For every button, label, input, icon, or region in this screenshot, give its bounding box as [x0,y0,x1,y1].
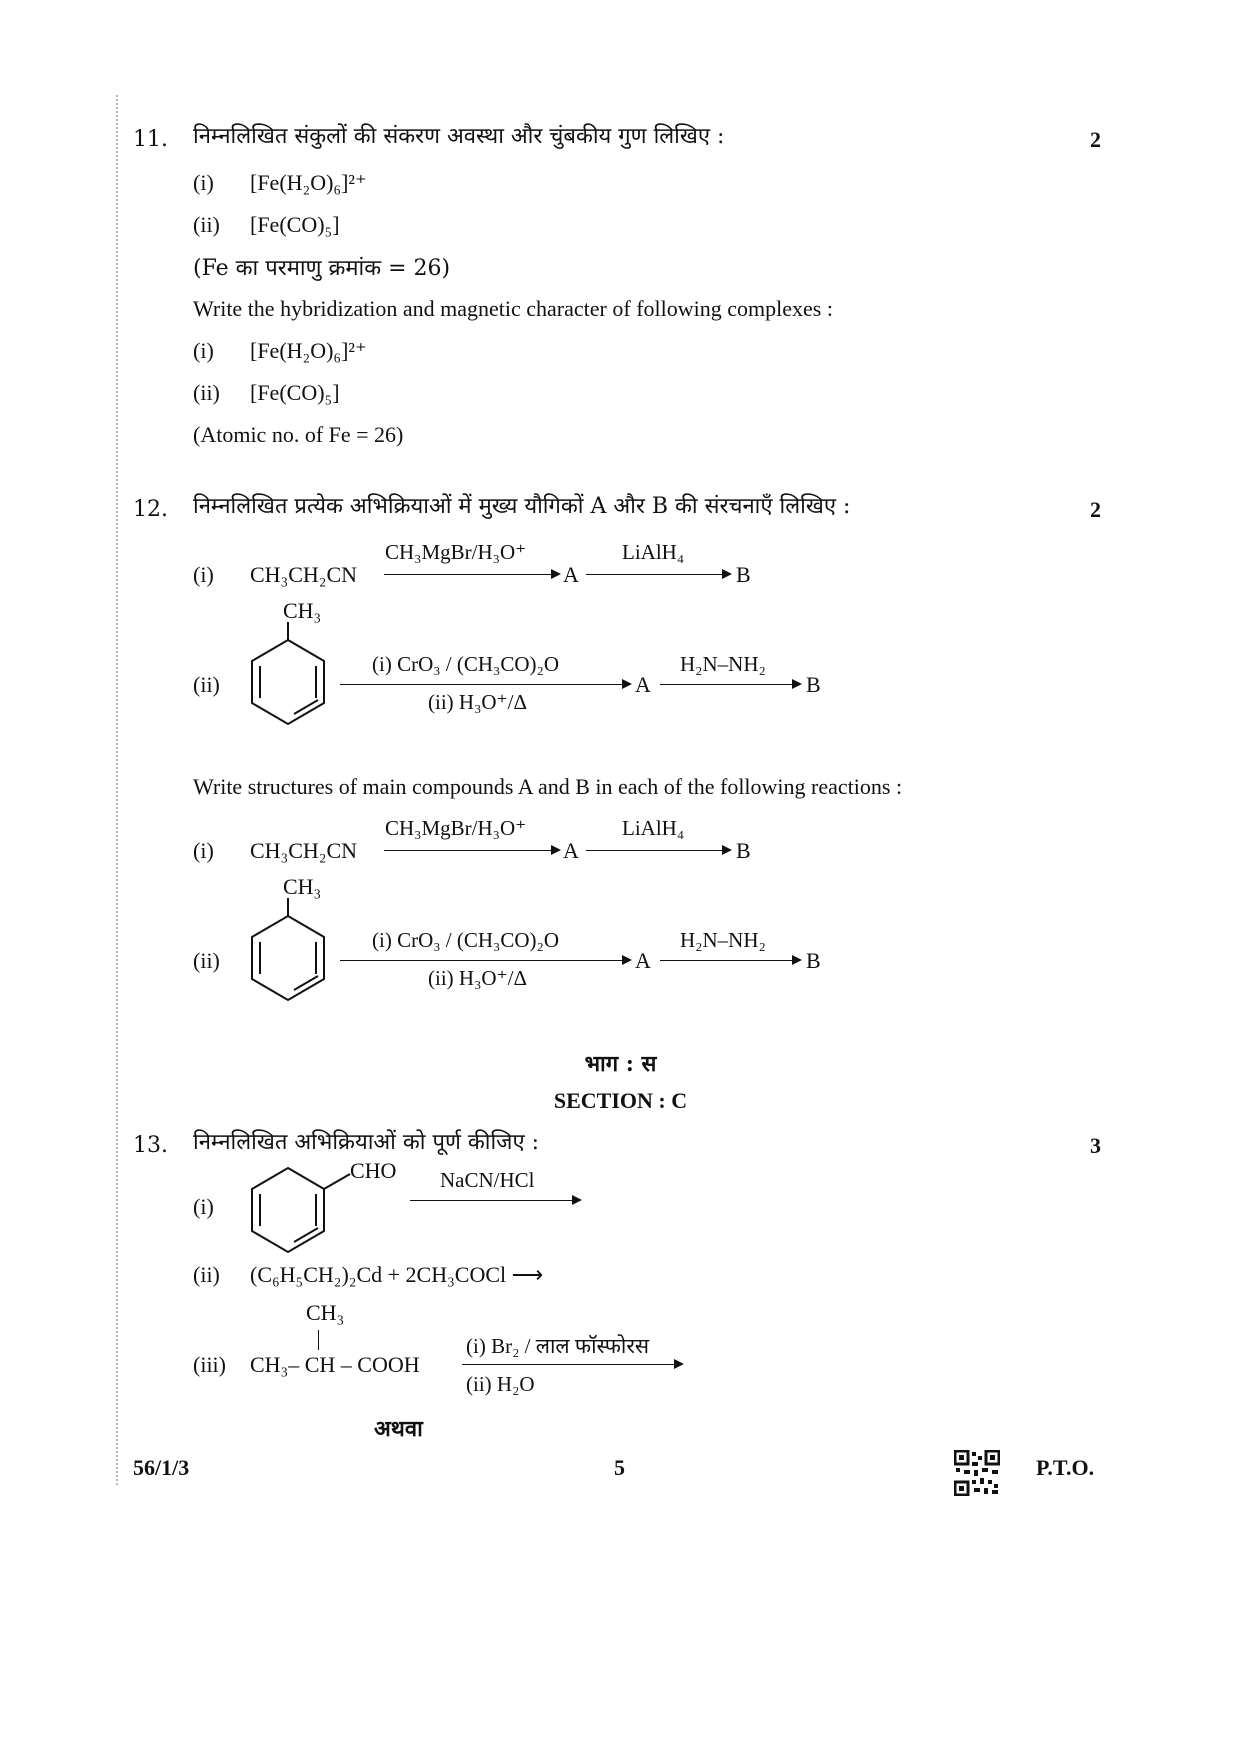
q13-r1-arrow [410,1200,580,1201]
q11-en-item2-label: (ii) [193,380,220,405]
q12-en-r2-reagent1-top: (i) CrO₃ / (CH₃CO)₂O [372,928,560,952]
q12-en-r2-arrow1 [340,960,630,961]
q12-en-r2-methyl: CH₃ [283,874,322,899]
q12-en-r2-arrow2 [660,960,800,961]
q12-en-r2-product2: B [806,948,821,973]
q12-hindi-prompt: निम्नलिखित प्रत्येक अभिक्रियाओं में मुख्य यौगिकों A और B की संरचनाएँ लिखिए : [193,494,851,519]
q12-hi-r2-label: (ii) [193,672,220,697]
q12-hi-r1-reagent2: LiAlH₄ [622,540,685,564]
footer-page-number: 5 [614,1455,625,1480]
q12-en-r2-product1: A [635,948,651,973]
q13-r1-label: (i) [193,1194,214,1219]
q12-hi-r1-product1: A [563,562,579,587]
q12-hi-r2-reagent1-top: (i) CrO₃ / (CH₃CO)₂O [372,652,560,676]
q11-hi-item1-formula: [Fe(H₂O)₆]²⁺ [250,170,367,195]
section-heading-english: SECTION : C [553,1088,688,1113]
q13-r1-substituent: CHO [350,1158,397,1183]
q13-r2-label: (ii) [193,1262,220,1287]
q12-number: 12. [133,497,168,522]
q13-r1-benzaldehyde-ring-icon [242,1158,362,1258]
q13-r1-reagent: NaCN/HCl [440,1168,535,1192]
q13-or-text: अथवा [374,1416,423,1442]
q12-hi-r1-label: (i) [193,562,214,587]
q11-hi-item2-formula: [Fe(CO)₅] [250,212,340,237]
q12-hi-r2-arrow2 [660,684,800,685]
q12-en-r1-product1: A [563,838,579,863]
qr-code-icon [954,1450,1000,1496]
q12-hi-r1-arrow1 [384,574,559,575]
q11-en-item1-label: (i) [193,338,214,363]
q12-hi-r1-product2: B [736,562,751,587]
q13-hindi-prompt: निम्नलिखित अभिक्रियाओं को पूर्ण कीजिए : [193,1130,540,1155]
footer-pto: P.T.O. [1036,1455,1095,1480]
q11-en-item1-formula: [Fe(H₂O)₆]²⁺ [250,338,367,363]
q12-en-r1-reagent1: CH₃MgBr/H₃O⁺ [385,816,527,840]
q12-hi-r1-arrow2 [586,574,730,575]
q11-english-note: (Atomic no. of Fe = 26) [193,422,404,447]
q13-r3-label: (iii) [193,1352,226,1377]
q11-hindi-note: (Fe का परमाणु क्रमांक = 26) [193,256,451,281]
q13-r3-reagent-bottom: (ii) H₂O [466,1372,535,1396]
q11-hi-item1-label: (i) [193,170,214,195]
q12-en-r2-reagent1-bottom: (ii) H₃O⁺/Δ [428,966,527,990]
q12-en-r1-reagent2: LiAlH₄ [622,816,685,840]
q12-en-r2-reagent2: H₂N–NH₂ [680,928,766,952]
section-heading-hindi: भाग : स [584,1051,657,1077]
q11-marks: 2 [1090,127,1101,152]
q13-marks: 3 [1090,1133,1101,1158]
q11-number: 11. [133,127,168,152]
q12-en-r1-arrow1 [384,850,559,851]
q12-hi-r2-product1: A [635,672,651,697]
q11-english-prompt: Write the hybridization and magnetic character of following complexes : [193,296,833,321]
q12-hi-r2-methyl: CH₃ [283,598,322,623]
q11-hi-item2-label: (ii) [193,212,220,237]
q12-en-r1-label: (i) [193,838,214,863]
q12-hi-r2-reagent1-bottom: (ii) H₃O⁺/Δ [428,690,527,714]
q12-hi-r2-benzene-ring-icon [242,622,332,734]
q12-hi-r2-reagent2: H₂N–NH₂ [680,652,766,676]
q12-hi-r1-reactant: CH₃CH₂CN [250,562,358,587]
q12-marks: 2 [1090,497,1101,522]
q12-hi-r2-arrow1 [340,684,630,685]
q13-number: 13. [133,1133,168,1158]
q12-en-r1-reactant: CH₃CH₂CN [250,838,358,863]
q12-english-prompt: Write structures of main compounds A and B in each of the following reactions : [193,774,903,799]
q12-en-r2-label: (ii) [193,948,220,973]
q13-r3-methyl: CH₃ [306,1300,345,1325]
q13-r3-reagent-top: (i) Br₂ / लाल फॉस्फोरस [466,1334,650,1358]
q11-hindi-prompt: निम्नलिखित संकुलों की संकरण अवस्था और चुंबकीय गुण लिखिए : [193,124,725,149]
q12-hi-r1-reagent1: CH₃MgBr/H₃O⁺ [385,540,527,564]
footer-paper-code: 56/1/3 [133,1455,190,1480]
q12-en-r2-benzene-ring-icon [242,898,332,1010]
q12-hi-r2-product2: B [806,672,821,697]
q12-en-r1-arrow2 [586,850,730,851]
margin-rule [116,95,118,1485]
q12-en-r1-product2: B [736,838,751,863]
q13-r3-bond [318,1330,319,1350]
q11-en-item2-formula: [Fe(CO)₅] [250,380,340,405]
q13-r3-arrow [462,1364,682,1365]
q13-r3-chain: CH₃– CH – COOH [250,1352,420,1377]
q13-r2-equation: (C₆H₅CH₂)₂Cd + 2CH₃COCl ⟶ [250,1262,544,1287]
